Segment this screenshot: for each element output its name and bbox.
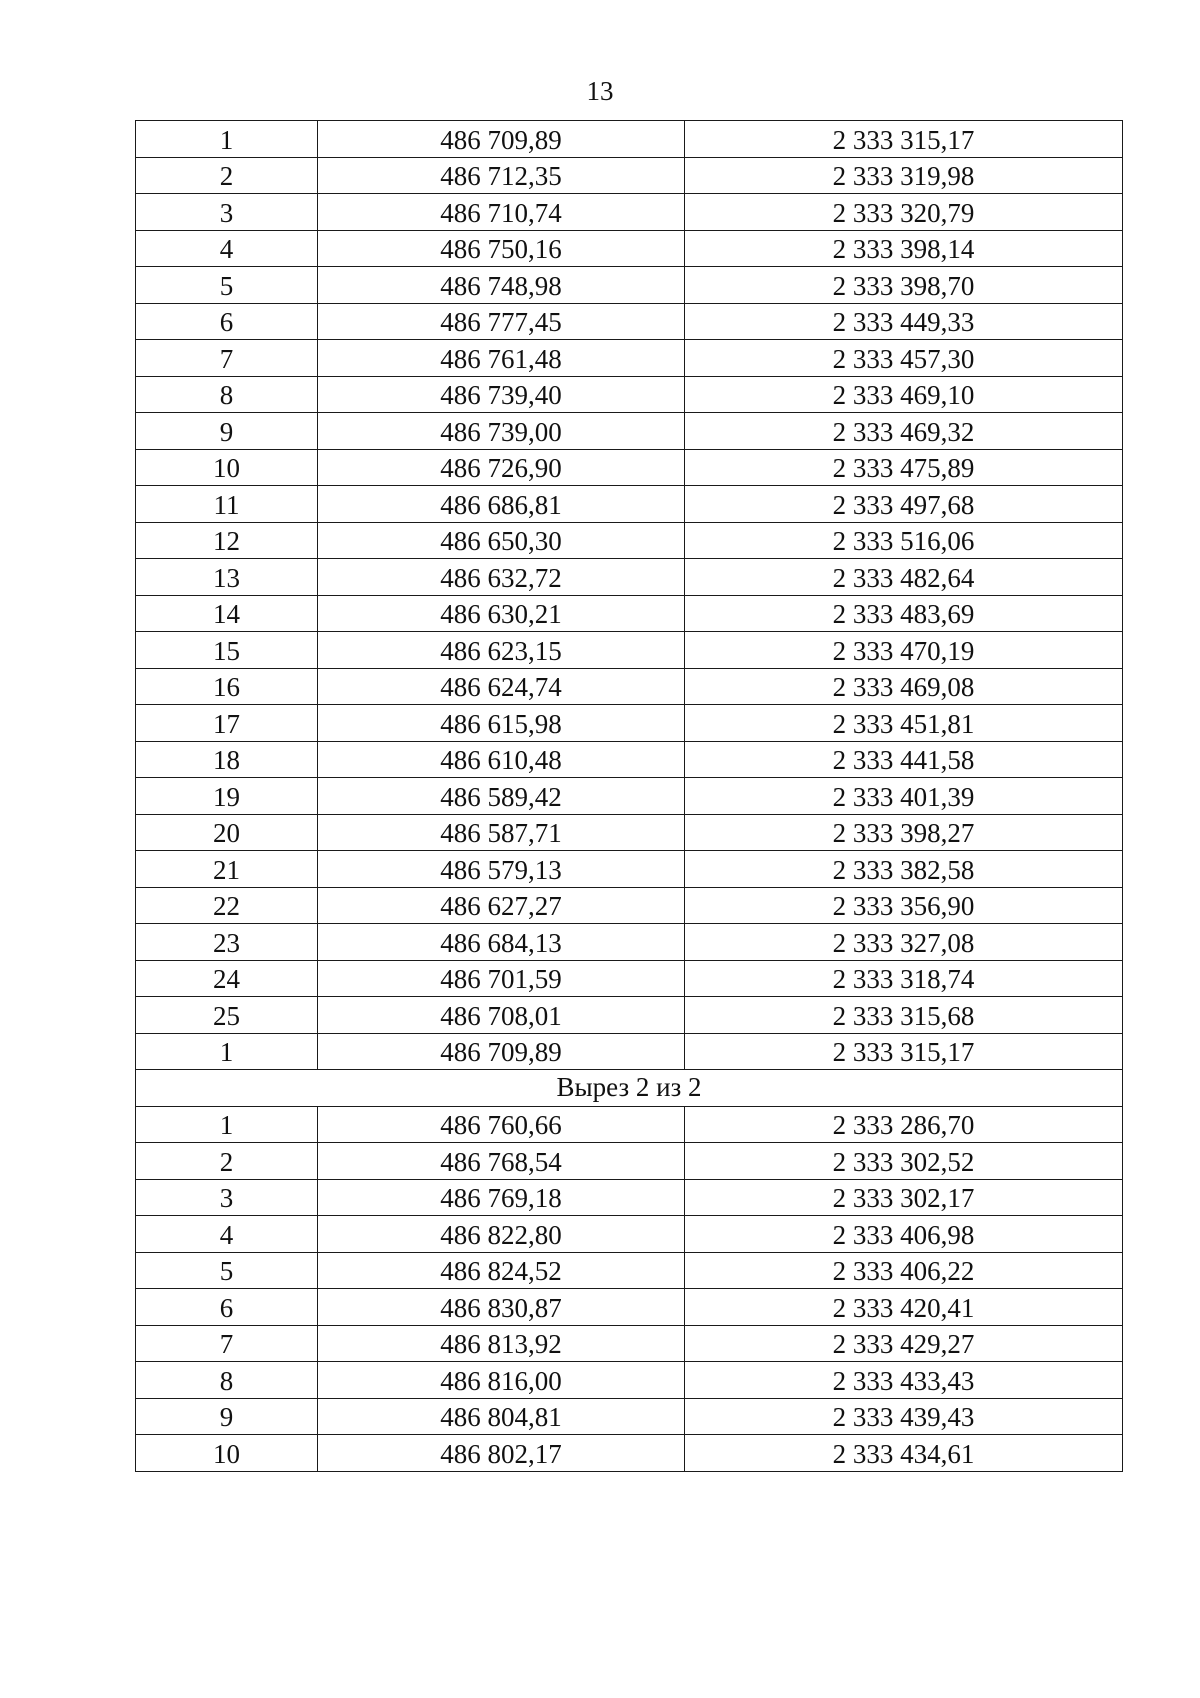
- y-coordinate-cell: 2 333 356,90: [685, 887, 1123, 924]
- y-coordinate-cell: 2 333 469,08: [685, 668, 1123, 705]
- point-number-cell: 8: [136, 376, 318, 413]
- x-coordinate-cell: 486 830,87: [318, 1289, 685, 1326]
- x-coordinate-cell: 486 739,40: [318, 376, 685, 413]
- point-number-cell: 11: [136, 486, 318, 523]
- table-row: [136, 376, 1123, 413]
- point-number-cell: 3: [136, 194, 318, 231]
- x-coordinate-cell: 486 708,01: [318, 997, 685, 1034]
- section-title: Вырез 2 из 2: [136, 1070, 1123, 1107]
- x-coordinate-cell: 486 802,17: [318, 1435, 685, 1472]
- point-number-cell: 18: [136, 741, 318, 778]
- y-coordinate-cell: 2 333 398,70: [685, 267, 1123, 304]
- x-coordinate-cell: 486 804,81: [318, 1398, 685, 1435]
- y-coordinate-cell: 2 333 401,39: [685, 778, 1123, 815]
- table-row: [136, 1216, 1123, 1253]
- y-coordinate-cell: 2 333 315,68: [685, 997, 1123, 1034]
- point-number-cell: 7: [136, 1325, 318, 1362]
- point-number-cell: 24: [136, 960, 318, 997]
- x-coordinate-cell: 486 712,35: [318, 157, 685, 194]
- y-coordinate-cell: 2 333 429,27: [685, 1325, 1123, 1362]
- x-coordinate-cell: 486 589,42: [318, 778, 685, 815]
- x-coordinate-cell: 486 709,89: [318, 121, 685, 158]
- table-row: [136, 413, 1123, 450]
- point-number-cell: 23: [136, 924, 318, 961]
- point-number-cell: 2: [136, 1143, 318, 1180]
- point-number-cell: 1: [136, 1033, 318, 1070]
- table-row: [136, 1143, 1123, 1180]
- point-number-cell: 25: [136, 997, 318, 1034]
- y-coordinate-cell: 2 333 320,79: [685, 194, 1123, 231]
- x-coordinate-cell: 486 777,45: [318, 303, 685, 340]
- y-coordinate-cell: 2 333 315,17: [685, 121, 1123, 158]
- y-coordinate-cell: 2 333 483,69: [685, 595, 1123, 632]
- point-number-cell: 9: [136, 413, 318, 450]
- x-coordinate-cell: 486 748,98: [318, 267, 685, 304]
- x-coordinate-cell: 486 813,92: [318, 1325, 685, 1362]
- point-number-cell: 1: [136, 1106, 318, 1143]
- y-coordinate-cell: 2 333 327,08: [685, 924, 1123, 961]
- y-coordinate-cell: 2 333 441,58: [685, 741, 1123, 778]
- table-row: [136, 1398, 1123, 1435]
- point-number-cell: 16: [136, 668, 318, 705]
- table-row: [136, 814, 1123, 851]
- y-coordinate-cell: 2 333 398,14: [685, 230, 1123, 267]
- x-coordinate-cell: 486 686,81: [318, 486, 685, 523]
- point-number-cell: 14: [136, 595, 318, 632]
- table-row: [136, 194, 1123, 231]
- x-coordinate-cell: 486 822,80: [318, 1216, 685, 1253]
- y-coordinate-cell: 2 333 482,64: [685, 559, 1123, 596]
- x-coordinate-cell: 486 710,74: [318, 194, 685, 231]
- page-number: 13: [586, 76, 614, 106]
- point-number-cell: 4: [136, 230, 318, 267]
- point-number-cell: 15: [136, 632, 318, 669]
- point-number-cell: 5: [136, 267, 318, 304]
- table-row: [136, 157, 1123, 194]
- y-coordinate-cell: 2 333 469,32: [685, 413, 1123, 450]
- y-coordinate-cell: 2 333 318,74: [685, 960, 1123, 997]
- table-row: [136, 522, 1123, 559]
- table-row: [136, 1033, 1123, 1070]
- x-coordinate-cell: 486 824,52: [318, 1252, 685, 1289]
- x-coordinate-cell: 486 684,13: [318, 924, 685, 961]
- x-coordinate-cell: 486 709,89: [318, 1033, 685, 1070]
- table-row: [136, 230, 1123, 267]
- y-coordinate-cell: 2 333 286,70: [685, 1106, 1123, 1143]
- point-number-cell: 8: [136, 1362, 318, 1399]
- point-number-cell: 17: [136, 705, 318, 742]
- coordinates-table-body: [136, 121, 1123, 1472]
- y-coordinate-cell: 2 333 469,10: [685, 376, 1123, 413]
- y-coordinate-cell: 2 333 475,89: [685, 449, 1123, 486]
- x-coordinate-cell: 486 630,21: [318, 595, 685, 632]
- x-coordinate-cell: 486 579,13: [318, 851, 685, 888]
- section-title-row: [136, 1070, 1123, 1107]
- x-coordinate-cell: 486 701,59: [318, 960, 685, 997]
- table-row: [136, 559, 1123, 596]
- table-row: [136, 449, 1123, 486]
- table-row: [136, 924, 1123, 961]
- x-coordinate-cell: 486 615,98: [318, 705, 685, 742]
- y-coordinate-cell: 2 333 470,19: [685, 632, 1123, 669]
- point-number-cell: 10: [136, 1435, 318, 1472]
- table-row: [136, 486, 1123, 523]
- x-coordinate-cell: 486 623,15: [318, 632, 685, 669]
- point-number-cell: 13: [136, 559, 318, 596]
- coordinates-table: [135, 120, 1123, 1472]
- table-row: [136, 705, 1123, 742]
- x-coordinate-cell: 486 587,71: [318, 814, 685, 851]
- y-coordinate-cell: 2 333 516,06: [685, 522, 1123, 559]
- point-number-cell: 7: [136, 340, 318, 377]
- point-number-cell: 22: [136, 887, 318, 924]
- table-row: [136, 741, 1123, 778]
- y-coordinate-cell: 2 333 319,98: [685, 157, 1123, 194]
- x-coordinate-cell: 486 610,48: [318, 741, 685, 778]
- point-number-cell: 12: [136, 522, 318, 559]
- y-coordinate-cell: 2 333 302,52: [685, 1143, 1123, 1180]
- table-row: [136, 303, 1123, 340]
- x-coordinate-cell: 486 761,48: [318, 340, 685, 377]
- table-row: [136, 1106, 1123, 1143]
- y-coordinate-cell: 2 333 302,17: [685, 1179, 1123, 1216]
- table-row: [136, 960, 1123, 997]
- x-coordinate-cell: 486 750,16: [318, 230, 685, 267]
- table-row: [136, 668, 1123, 705]
- point-number-cell: 1: [136, 121, 318, 158]
- point-number-cell: 6: [136, 1289, 318, 1326]
- point-number-cell: 4: [136, 1216, 318, 1253]
- point-number-cell: 9: [136, 1398, 318, 1435]
- point-number-cell: 2: [136, 157, 318, 194]
- table-row: [136, 1435, 1123, 1472]
- y-coordinate-cell: 2 333 449,33: [685, 303, 1123, 340]
- point-number-cell: 21: [136, 851, 318, 888]
- table-row: [136, 1179, 1123, 1216]
- table-row: [136, 1289, 1123, 1326]
- y-coordinate-cell: 2 333 457,30: [685, 340, 1123, 377]
- table-row: [136, 887, 1123, 924]
- x-coordinate-cell: 486 769,18: [318, 1179, 685, 1216]
- table-row: [136, 1252, 1123, 1289]
- point-number-cell: 10: [136, 449, 318, 486]
- y-coordinate-cell: 2 333 315,17: [685, 1033, 1123, 1070]
- x-coordinate-cell: 486 632,72: [318, 559, 685, 596]
- table-row: [136, 997, 1123, 1034]
- y-coordinate-cell: 2 333 439,43: [685, 1398, 1123, 1435]
- table-row: [136, 1362, 1123, 1399]
- point-number-cell: 3: [136, 1179, 318, 1216]
- x-coordinate-cell: 486 627,27: [318, 887, 685, 924]
- table-row: [136, 121, 1123, 158]
- y-coordinate-cell: 2 333 406,98: [685, 1216, 1123, 1253]
- x-coordinate-cell: 486 768,54: [318, 1143, 685, 1180]
- table-row: [136, 778, 1123, 815]
- table-row: [136, 267, 1123, 304]
- y-coordinate-cell: 2 333 497,68: [685, 486, 1123, 523]
- point-number-cell: 5: [136, 1252, 318, 1289]
- y-coordinate-cell: 2 333 382,58: [685, 851, 1123, 888]
- point-number-cell: 20: [136, 814, 318, 851]
- y-coordinate-cell: 2 333 433,43: [685, 1362, 1123, 1399]
- point-number-cell: 6: [136, 303, 318, 340]
- y-coordinate-cell: 2 333 406,22: [685, 1252, 1123, 1289]
- point-number-cell: 19: [136, 778, 318, 815]
- x-coordinate-cell: 486 726,90: [318, 449, 685, 486]
- table-row: [136, 1325, 1123, 1362]
- y-coordinate-cell: 2 333 398,27: [685, 814, 1123, 851]
- x-coordinate-cell: 486 760,66: [318, 1106, 685, 1143]
- x-coordinate-cell: 486 816,00: [318, 1362, 685, 1399]
- y-coordinate-cell: 2 333 420,41: [685, 1289, 1123, 1326]
- table-row: [136, 851, 1123, 888]
- table-row: [136, 595, 1123, 632]
- y-coordinate-cell: 2 333 451,81: [685, 705, 1123, 742]
- x-coordinate-cell: 486 739,00: [318, 413, 685, 450]
- x-coordinate-cell: 486 650,30: [318, 522, 685, 559]
- table-row: [136, 632, 1123, 669]
- table-row: [136, 340, 1123, 377]
- x-coordinate-cell: 486 624,74: [318, 668, 685, 705]
- y-coordinate-cell: 2 333 434,61: [685, 1435, 1123, 1472]
